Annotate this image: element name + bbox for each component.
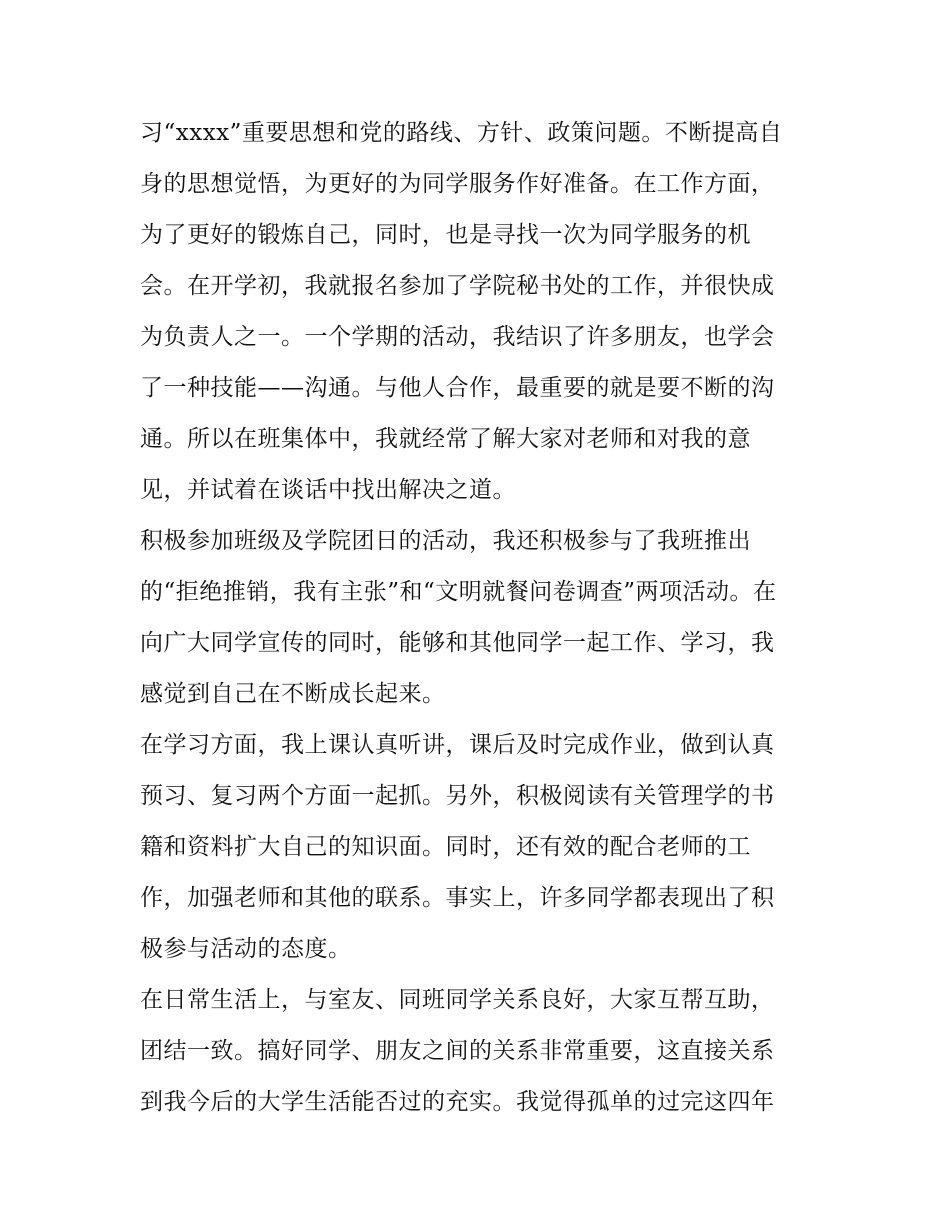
text-line: 了一种技能——沟通。与他人合作，最重要的就是要不断的沟 [140, 375, 775, 401]
text-line: 团结一致。搞好同学、朋友之间的关系非常重要，这直接关系 [140, 1038, 775, 1064]
document-body [140, 108, 820, 1128]
text-line: 感觉到自己在不断成长起来。 [140, 681, 446, 707]
text-line: 会。在开学初，我就报名参加了学院秘书处的工作，并很快成 [140, 273, 775, 299]
text-line: 为负责人之一。一个学期的活动，我结识了许多朋友，也学会 [140, 324, 775, 350]
text-line: 作，加强老师和其他的联系。事实上，许多同学都表现出了积 [140, 885, 775, 911]
text-line: 的“拒绝推销，我有主张”和“文明就餐问卷调查”两项活动。在 [140, 579, 777, 605]
text-line: 积极参加班级及学院团日的活动，我还积极参与了我班推出 [140, 528, 751, 554]
text-line: 向广大同学宣传的同时，能够和其他同学一起工作、学习，我 [140, 630, 775, 656]
text-line: 到我今后的大学生活能否过的充实。我觉得孤单的过完这四年 [140, 1089, 775, 1115]
text-line: 在学习方面，我上课认真听讲，课后及时完成作业，做到认真 [140, 732, 775, 758]
text-line: 在日常生活上，与室友、同班同学关系良好，大家互帮互助， [140, 987, 775, 1013]
text-line: 极参与活动的态度。 [140, 936, 352, 962]
text-line: 身的思想觉悟，为更好的为同学服务作好准备。在工作方面， [140, 171, 775, 197]
text-line: 通。所以在班集体中，我就经常了解大家对老师和对我的意 [140, 426, 751, 452]
text-line: 预习、复习两个方面一起抓。另外，积极阅读有关管理学的书 [140, 783, 775, 809]
text-line: 为了更好的锻炼自己，同时，也是寻找一次为同学服务的机 [140, 222, 751, 248]
text-line: 籍和资料扩大自己的知识面。同时，还有效的配合老师的工 [140, 834, 751, 860]
text-line: 习“xxxx”重要思想和党的路线、方针、政策问题。不断提高自 [140, 120, 783, 146]
text-line: 见，并试着在谈话中找出解决之道。 [140, 477, 516, 503]
